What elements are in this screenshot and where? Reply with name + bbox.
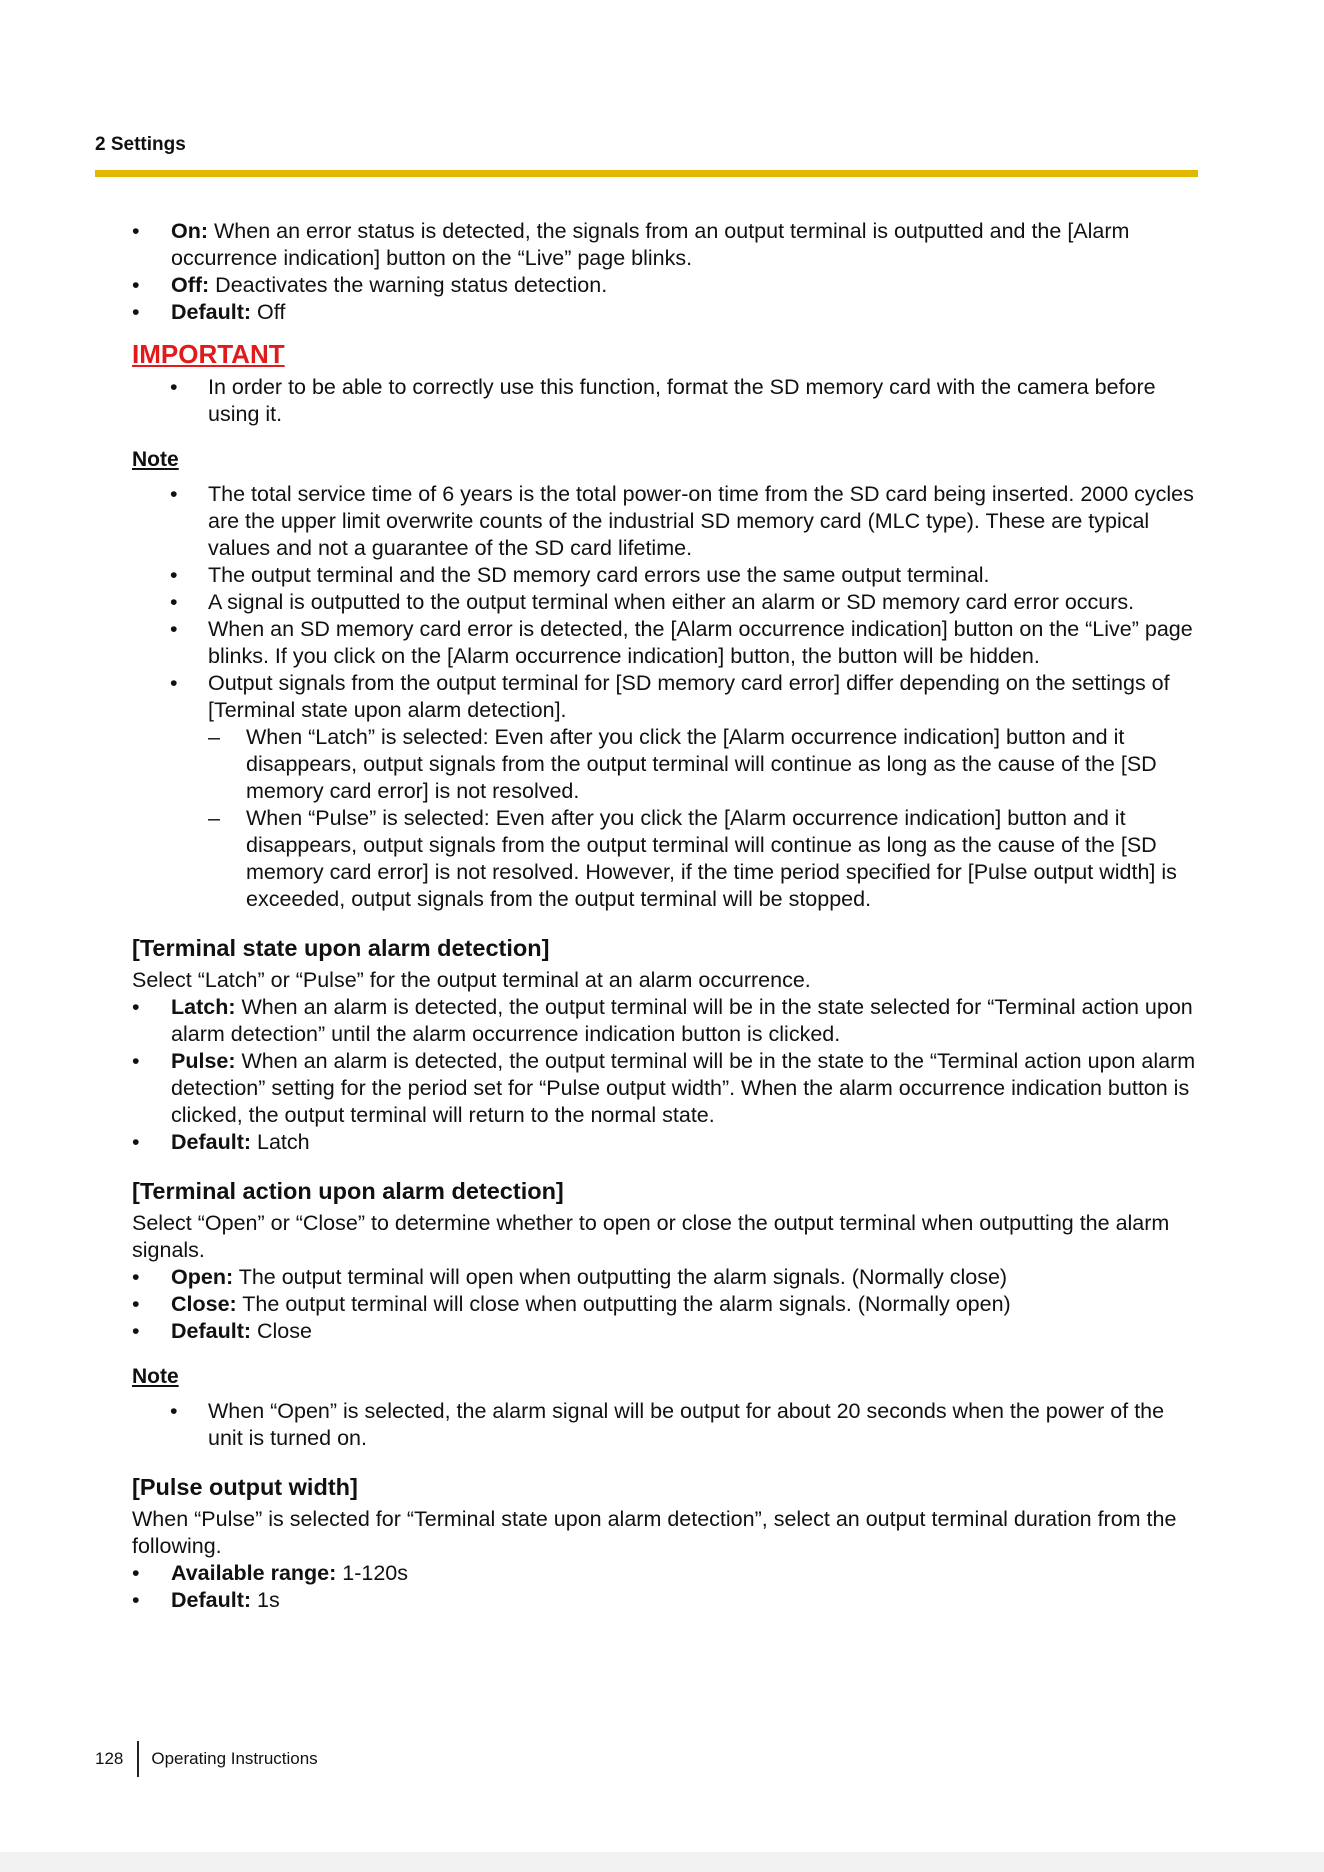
section-heading-terminal-action: [Terminal action upon alarm detection] [132,1178,564,1204]
list-item: • Open: The output terminal will open when outputting the alarm signals. (Normally close) [132,1264,1202,1291]
pulse-width-options [132,1560,1202,1614]
list-item: • On: When an error status is detected, the signals from an output terminal is outputted and the [Alarm occurrence indication] button on the “Live” page blinks. [132,218,1202,272]
list-item: • Available range: 1-120s [132,1560,1202,1587]
list-item: • The output terminal and the SD memory card errors use the same output terminal. [132,562,1202,589]
page-content [132,218,1202,1614]
section-intro: When “Pulse” is selected for “Terminal state upon alarm detection”, select an output terminal duration from the following. [132,1507,1177,1558]
list-item: • When an SD memory card error is detected, the [Alarm occurrence indication] button on the “Live” page blinks. If you click on the [Alarm occurrence indication] button, the button will be hidden. [132,616,1202,670]
sub-list-item: – When “Latch” is selected: Even after you click the [Alarm occurrence indication] button and it disappears, output signals from the output terminal will continue as long as the cause of the [SD memory card error] is not resolved. [132,724,1202,805]
list-item: • The total service time of 6 years is the total power-on time from the SD card being inserted. 2000 cycles are the upper limit overwrite counts of the industrial SD memory card (MLC type). These are typical values and not a guarantee of the SD card lifetime. [132,481,1202,562]
note-list [132,1398,1202,1452]
list-item: • Default: 1s [132,1587,1202,1614]
list-item: • Default: Latch [132,1129,1202,1156]
list-item: • When “Open” is selected, the alarm signal will be output for about 20 seconds when the power of the unit is turned on. [132,1398,1202,1452]
document-title: Operating Instructions [151,1749,318,1768]
list-item: • Pulse: When an alarm is detected, the output terminal will be in the state to the “Terminal action upon alarm detection” setting for the period set for “Pulse output width”. When the alarm occurrence indication button is clicked, the output terminal will return to the normal state. [132,1048,1202,1129]
list-item: • Output signals from the output terminal for [SD memory card error] differ depending on the settings of [Terminal state upon alarm detection]. [132,670,1202,724]
footer-divider [137,1741,139,1777]
list-item: • Default: Close [132,1318,1202,1345]
important-list [132,374,1202,428]
page-bottom-band [0,1852,1324,1872]
note-list [132,481,1202,913]
header-rule [95,170,1198,177]
terminal-state-options [132,994,1202,1156]
alarm-status-options [132,218,1202,326]
section-intro: Select “Latch” or “Pulse” for the output terminal at an alarm occurrence. [132,968,811,992]
list-item: • Default: Off [132,299,1202,326]
page-number: 128 [95,1749,124,1768]
section-intro: Select “Open” or “Close” to determine whether to open or close the output terminal when outputting the alarm signals. [132,1211,1170,1262]
terminal-action-options [132,1264,1202,1345]
page-footer [95,1741,318,1777]
section-heading-terminal-state: [Terminal state upon alarm detection] [132,935,550,961]
list-item: • A signal is outputted to the output terminal when either an alarm or SD memory card error occurs. [132,589,1202,616]
sub-list-item: – When “Pulse” is selected: Even after you click the [Alarm occurrence indication] button and it disappears, output signals from the output terminal will continue as long as the cause of the [SD memory card error] is not resolved. However, if the time period specified for [Pulse output width] is exceeded, output signals from the output terminal will be stopped. [132,805,1202,913]
list-item: • Latch: When an alarm is detected, the output terminal will be in the state selected for “Terminal action upon alarm detection” until the alarm occurrence indication button is clicked. [132,994,1202,1048]
list-item: • In order to be able to correctly use this function, format the SD memory card with the camera before using it. [132,374,1202,428]
list-item: • Close: The output terminal will close when outputting the alarm signals. (Normally open) [132,1291,1202,1318]
section-heading-pulse-width: [Pulse output width] [132,1474,358,1500]
note-label: Note [132,448,179,471]
list-item: • Off: Deactivates the warning status detection. [132,272,1202,299]
note-label: Note [132,1365,179,1388]
important-label: IMPORTANT [132,339,285,369]
chapter-header: 2 Settings [95,134,186,155]
